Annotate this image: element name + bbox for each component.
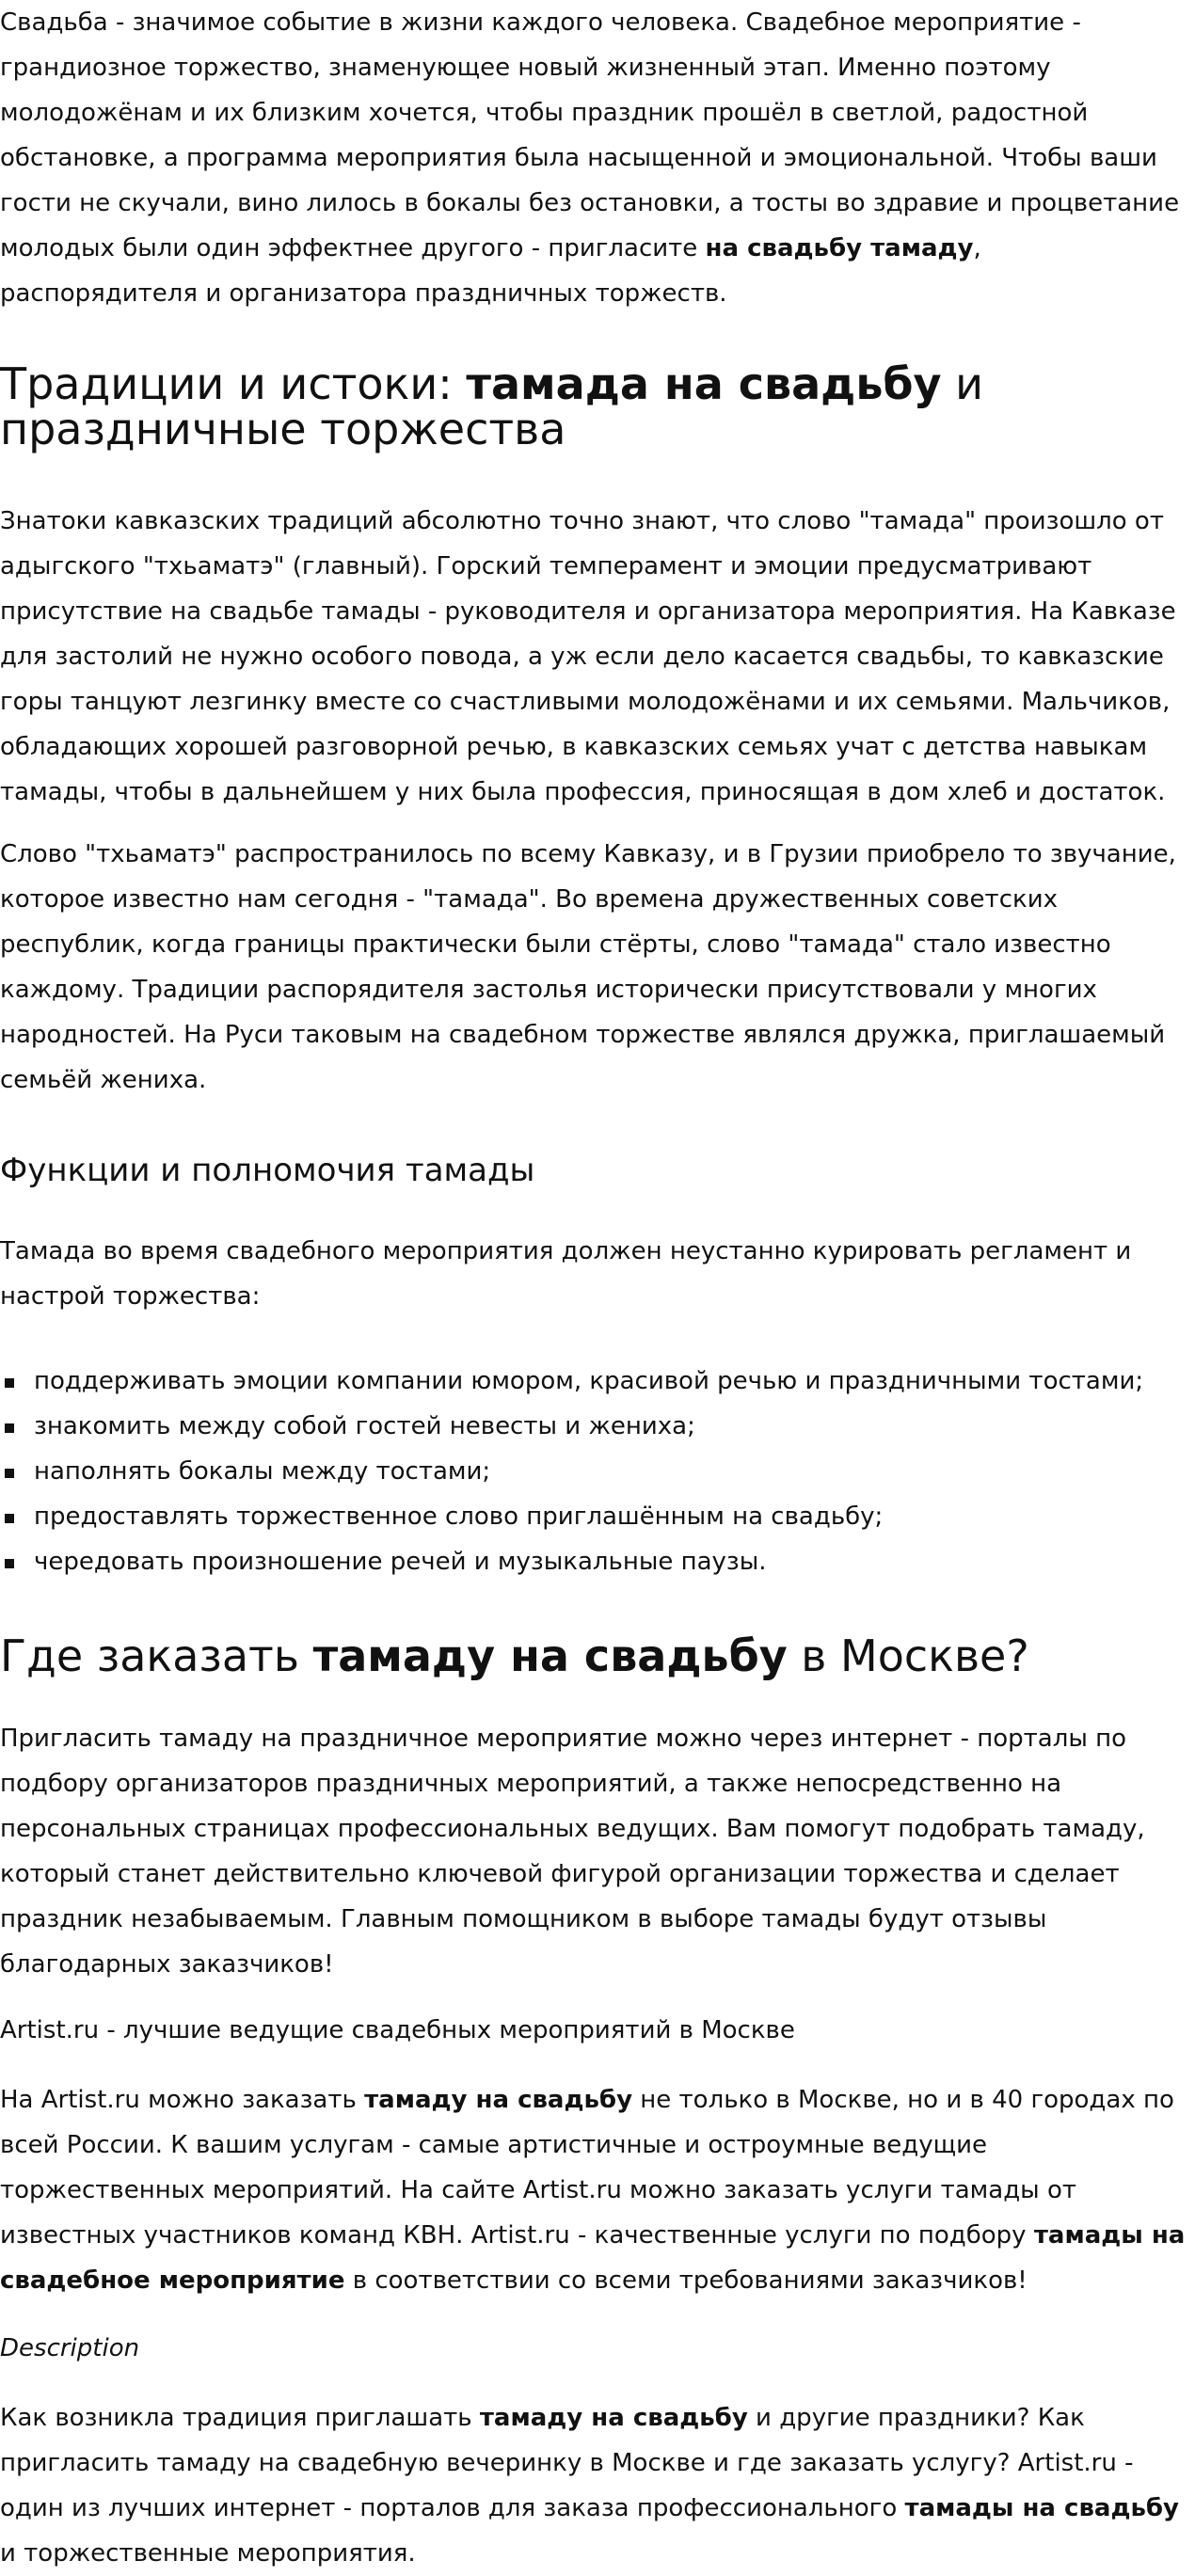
artist-text-1: На Artist.ru можно заказать: [0, 2086, 365, 2114]
list-item: [34, 1359, 1186, 1404]
functions-paragraph: Тамада во время свадебного мероприятия должен неустанно курировать регламент и настрой торжества:: [0, 1237, 1132, 1311]
description-text-3: и торжественные мероприятия.: [0, 2539, 416, 2568]
artist-bold-1: тамаду на свадьбу: [364, 2086, 633, 2114]
bullet-icon: [5, 1559, 14, 1568]
artist-paragraph: [0, 2077, 1186, 2303]
description-text-2: и другие праздники? Как пригласить тамаду на свадебную вечеринку в Москве и где заказать услугу? Artist.ru - один из лучших интернет - порталов для заказа профессионального: [0, 2404, 1134, 2522]
bullet-icon: [5, 1423, 14, 1433]
list-item-text: предоставлять торжественное слово приглашённым на свадьбу;: [34, 1503, 884, 1531]
list-item-text: знакомить между собой гостей невесты и жениха;: [34, 1412, 695, 1440]
list-item: [34, 1404, 1186, 1449]
artist-text-3: в соответствии со всеми требованиями заказчиков!: [344, 2266, 1028, 2295]
where-paragraph: Пригласить тамаду на праздничное мероприятие можно через интернет - порталы по подбору организаторов праздничных мероприятий, а также непосредственно на персональных страницах профессиональных ведущих. Вам помогут подобрать тамаду, который станет действительно ключевой фигурой организации торжества и сделает праздник незабываемым. Главным помощником в выборе тамады будут отзывы благодарных заказчиков!: [0, 1725, 1145, 1979]
description-bold-2: тамады на свадьбу: [904, 2494, 1179, 2522]
list-item: [34, 1494, 1186, 1539]
description-paragraph: [0, 2395, 1186, 2576]
bullet-icon: [5, 1378, 14, 1388]
traditions-paragraph-1: Знатоки кавказских традиций абсолютно точно знают, что слово "тамада" произошло от адыгского "тхьаматэ" (главный). Горский темперамент и эмоции предусматривают присутствие на свадьбе тамады - руководителя и организатора мероприятия. На Кавказе для застолий не нужно особого повода, а уж если дело касается свадьбы, то кавказские горы танцуют лезгинку вместе со счастливыми молодожёнами и их семьями. Мальчиков, обладающих хорошей разговорной речью, в кавказских семьях учат с детства навыкам тамады, чтобы в дальнейшем у них была профессия, приносящая в дом хлеб и достаток.: [0, 507, 1176, 806]
artist-text-2: не только в Москве, но и в 40 городах по всей России. К вашим услугам - самые артистичные и остроумные ведущие торжественных мероприятий. На сайте Artist.ru можно заказать услуги тамады от известных участников команд КВН. Artist.ru - качественные услуги по подбору: [0, 2086, 1174, 2250]
list-item: [34, 1539, 1186, 1584]
traditions-heading-bold: тамада на свадьбу: [466, 358, 942, 409]
where-heading-pre: Где заказать: [0, 1630, 313, 1681]
list-item-text: поддерживать эмоции компании юмором, красивой речью и праздничными тостами;: [34, 1367, 1144, 1395]
where-heading-bold: тамаду на свадьбу: [312, 1630, 788, 1681]
functions-heading: Функции и полномочия тамады: [0, 1152, 535, 1189]
list-item-text: чередовать произношение речей и музыкальные паузы.: [34, 1548, 767, 1576]
traditions-heading: [0, 358, 1186, 454]
intro-paragraph: [0, 0, 1186, 316]
list-item: [34, 1449, 1186, 1494]
where-heading: [0, 1630, 1186, 1681]
artist-bold-2: тамады на свадебное мероприятие: [0, 2221, 1186, 2295]
bullet-icon: [5, 1514, 14, 1523]
intro-text-2: , распорядителя и организатора праздничных торжеств.: [0, 234, 981, 308]
list-item-text: наполнять бокалы между тостами;: [34, 1457, 491, 1486]
bullet-icon: [5, 1469, 14, 1478]
traditions-paragraph-2: Слово "тхьаматэ" распространилось по всему Кавказу, и в Грузии приобрело то звучание, которое известно нам сегодня - "тамада". Во времена дружественных советских республик, когда границы практически были стёрты, слово "тамада" стало известно каждому. Традиции распорядителя застолья исторически присутствовали у многих народностей. На Руси таковым на свадебном торжестве являлся дружка, приглашаемый семьёй жениха.: [0, 840, 1176, 1094]
traditions-heading-post: и праздничные торжества: [0, 358, 984, 454]
traditions-heading-pre: Традиции и истоки:: [0, 358, 467, 409]
artist-title: Artist.ru - лучшие ведущие свадебных мероприятий в Москве: [0, 2016, 795, 2044]
description-text-1: Как возникла традиция приглашать: [0, 2404, 480, 2432]
intro-text-1: Свадьба - значимое событие в жизни каждого человека. Свадебное мероприятие - грандиозное торжество, знаменующее новый жизненный этап. Именно поэтому молодожёнам и их близким хочется, чтобы праздник прошёл в светлой, радостной обстановке, а программа мероприятия была насыщенной и эмоциональной. Чтобы ваши гости не скучали, вино лилось в бокалы без остановки, а тосты во здравие и процветание молодых были один эффектнее другого - пригласите: [0, 8, 1180, 262]
description-bold-1: тамаду на свадьбу: [479, 2404, 748, 2432]
description-label: Description: [0, 2334, 140, 2362]
intro-bold-1: на свадьбу тамаду: [705, 234, 974, 262]
where-heading-post: в Москве?: [787, 1630, 1029, 1681]
duties-list: [0, 1359, 1186, 1584]
